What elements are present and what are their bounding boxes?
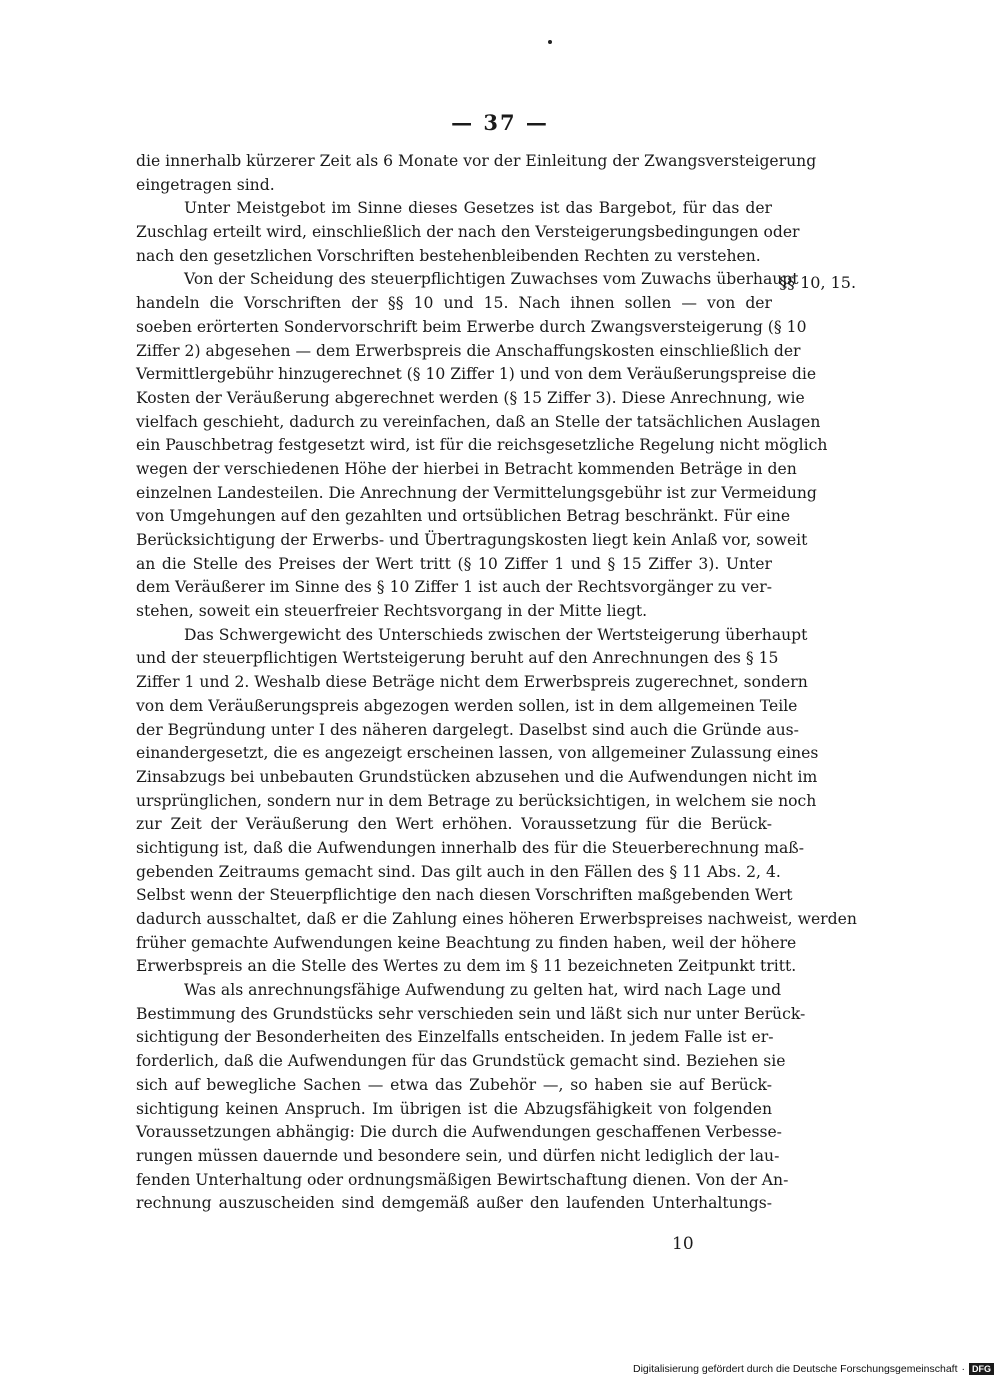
text-line: Selbst wenn der Steuerpflichtige den nach diesen Vorschriften maßgebenden Wert [136,886,793,905]
text-line: ursprünglichen, sondern nur in dem Betrage zu berücksichtigen, in welchem sie noch [136,791,817,810]
text-line: sichtigung der Besonderheiten des Einzelfalls entscheiden. In jedem Falle ist er- [136,1028,774,1047]
text-line: fenden Unterhaltung oder ordnungsmäßigen Bewirtschaftung dienen. Von der An- [136,1170,789,1189]
margin-note: §§ 10, 15. [779,273,857,292]
text-line: von dem Veräußerungspreis abgezogen werden sollen, ist in dem allgemeinen Teile [136,696,798,715]
footer-credit-text: Digitalisierung gefördert durch die Deutsche Forschungsgemeinschaft [632,1363,958,1375]
text-line: die innerhalb kürzerer Zeit als 6 Monate vor der Einleitung der Zwangsversteigerung [136,152,817,170]
text-line: Ziffer 2) abgesehen — dem Erwerbspreis die Anschaffungskosten einschließlich der [136,341,801,360]
text-line: sichtigung keinen Anspruch. Im übrigen ist die Abzugsfähigkeit von folgenden [136,1099,772,1118]
print-speck [548,40,552,44]
text-line: eingetragen sind. [136,175,275,194]
text-line: Berücksichtigung der Erwerbs- und Übertragungskosten liegt kein Anlaß vor, soweit [136,531,808,549]
text-line: einandergesetzt, die es angezeigt erscheinen lassen, von allgemeiner Zulassung eines [136,744,819,763]
text-line: dadurch ausschaltet, daß er die Zahlung eines höheren Erwerbspreises nachweist, werden [136,910,857,928]
text-line: soeben erörterten Sondervorschrift beim Erwerbe durch Zwangsversteigerung (§ 10 [136,317,807,336]
page-number-header: — 37 — [451,110,549,135]
text-line: Ziffer 1 und 2. Weshalb diese Beträge nicht dem Erwerbspreis zugerechnet, sondern [136,673,808,692]
text-line: gebenden Zeitraums gemacht sind. Das gilt auch in den Fällen des § 11 Abs. 2, 4. [136,862,781,881]
text-line: sich auf bewegliche Sachen — etwa das Zubehör —, so haben sie auf Berück- [136,1075,772,1094]
text-line: Zuschlag erteilt wird, einschließlich der nach den Versteigerungsbedingungen oder [136,223,800,242]
footer-separator: · [961,1363,965,1375]
text-line: einzelnen Landesteilen. Die Anrechnung der Vermittelungsgebühr ist zur Vermeidung [136,483,817,502]
text-line: forderlich, daß die Aufwendungen für das Grundstück gemacht sind. Beziehen sie [136,1052,786,1071]
text-line: zur Zeit der Veräußerung den Wert erhöhen. Voraussetzung für die Berück- [136,815,772,834]
text-line: Unter Meistgebot im Sinne dieses Gesetzes ist das Bargebot, für das der [184,199,772,218]
text-line: Von der Scheidung des steuerpflichtigen Zuwachses vom Zuwachs überhaupt [184,270,799,289]
dfg-logo-icon: DFG [969,1363,994,1375]
text-line: wegen der verschiedenen Höhe der hierbei in Betracht kommenden Beträge in den [136,459,797,478]
text-line: Erwerbspreis an die Stelle des Wertes zu dem im § 11 bezeichneten Zeitpunkt tritt. [136,957,797,976]
text-line: stehen, soweit ein steuerfreier Rechtsvorgang in der Mitte liegt. [136,602,648,621]
text-line: Zinsabzugs bei unbebauten Grundstücken abzusehen und die Aufwendungen nicht im [136,767,818,786]
text-line: vielfach geschieht, dadurch zu vereinfachen, daß an Stelle der tatsächlichen Auslagen [136,412,821,431]
text-line: ein Pauschbetrag festgesetzt wird, ist für die reichsgesetzliche Regelung nicht möglich [136,436,828,455]
text-line: der Begründung unter I des näheren dargelegt. Daselbst sind auch die Gründe aus- [136,720,799,739]
text-line: Das Schwergewicht des Unterschieds zwischen der Wertsteigerung überhaupt [184,625,808,644]
text-line: und der steuerpflichtigen Wertsteigerung beruht auf den Anrechnungen des § 15 [136,649,779,668]
text-line: rungen müssen dauernde und besondere sein, und dürfen nicht lediglich der lau- [136,1146,780,1165]
text-line: Bestimmung des Grundstücks sehr verschieden sein und läßt sich nur unter Berück- [136,1004,806,1023]
text-line: nach den gesetzlichen Vorschriften bestehenbleibenden Rechten zu verstehen. [136,246,761,265]
digitization-footer [633,1361,994,1377]
text-line: von Umgehungen auf den gezahlten und ortsüblichen Betrag beschränkt. Für eine [136,507,791,526]
text-line: Voraussetzungen abhängig: Die durch die Aufwendungen geschaffenen Verbesse- [136,1123,782,1142]
text-line: Vermittlergebühr hinzugerechnet (§ 10 Ziffer 1) und von dem Veräußerungspreise die [136,365,817,384]
text-line: früher gemachte Aufwendungen keine Beachtung zu finden haben, weil der höhere [136,933,797,952]
text-line: Was als anrechnungsfähige Aufwendung zu gelten hat, wird nach Lage und [184,981,782,1000]
text-line: dem Veräußerer im Sinne des § 10 Ziffer 1 ist auch der Rechtsvorgänger zu ver- [136,578,772,597]
text-line: Kosten der Veräußerung abgerechnet werden (§ 15 Ziffer 3). Diese Anrechnung, wie [136,388,805,407]
text-line: rechnung auszuscheiden sind demgemäß außer den laufenden Unterhaltungs- [136,1194,772,1213]
text-line: handeln die Vorschriften der §§ 10 und 15. Nach ihnen sollen — von der [136,294,772,313]
sheet-signature: 10 [672,1234,694,1254]
text-line: sichtigung ist, daß die Aufwendungen innerhalb des für die Steuerberechnung maß- [136,838,804,857]
text-line: an die Stelle des Preises der Wert tritt (§ 10 Ziffer 1 und § 15 Ziffer 3). Unter [136,554,772,573]
